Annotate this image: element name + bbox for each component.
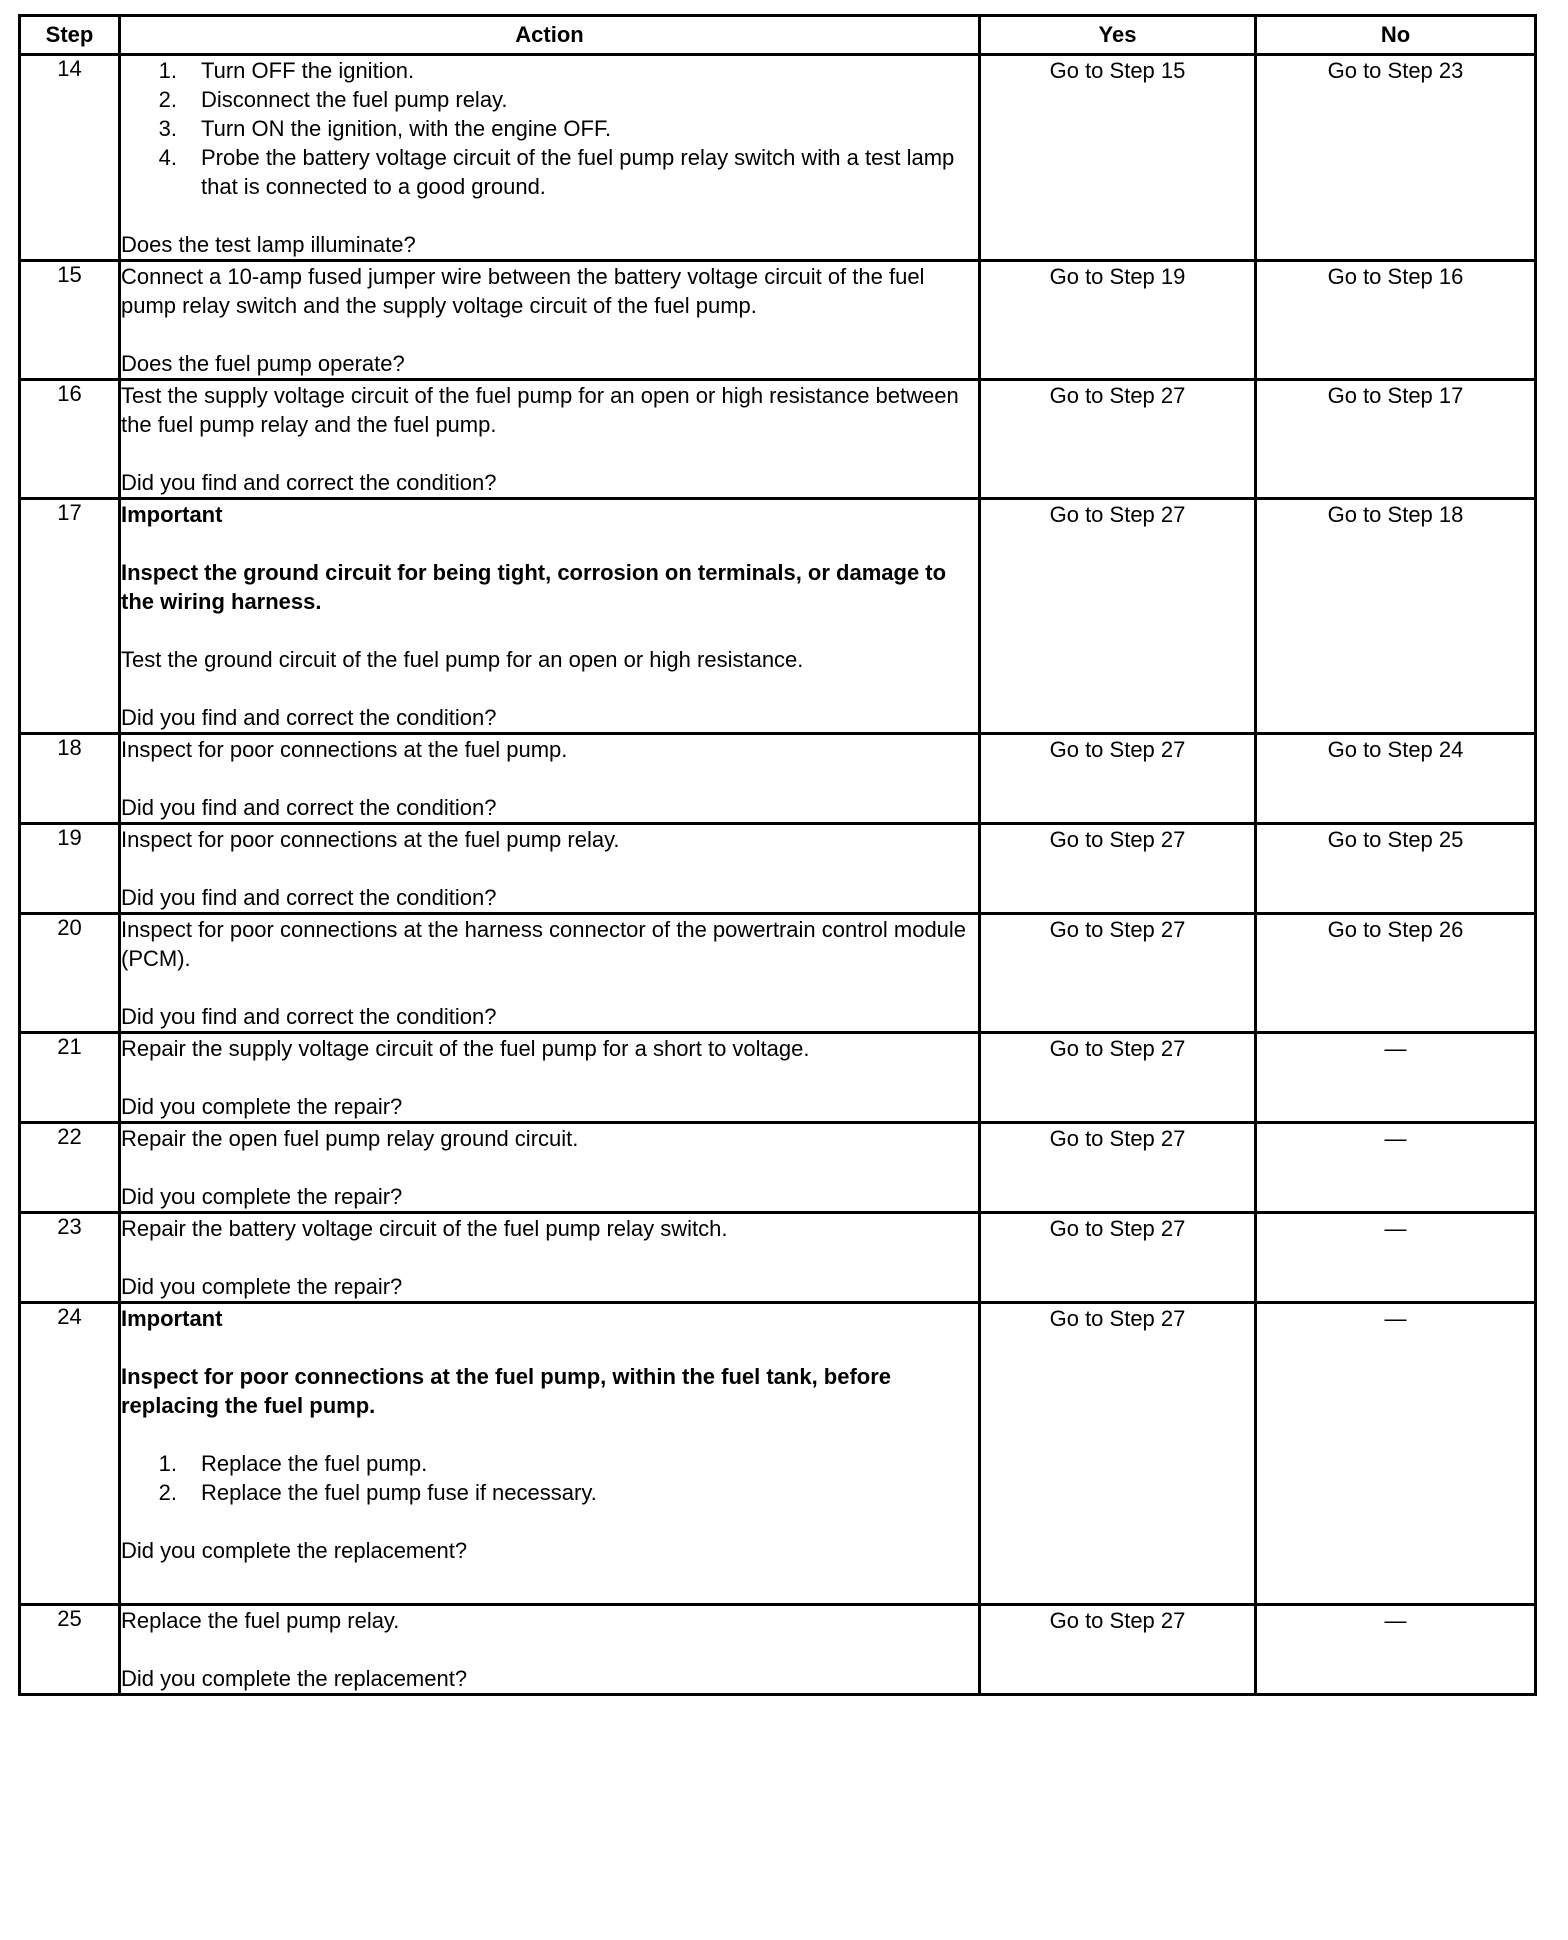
table-row	[20, 1213, 1536, 1303]
list-text: Turn ON the ignition, with the engine OFF.	[201, 116, 612, 141]
action-cell	[120, 1303, 980, 1605]
action-question: Did you complete the replacement?	[121, 1666, 468, 1691]
header-row	[20, 16, 1536, 55]
step-number: 25	[20, 1605, 120, 1695]
no-result: Go to Step 26	[1256, 914, 1536, 1033]
header-step: Step	[20, 16, 120, 55]
action-question: Did you find and correct the condition?	[121, 705, 497, 730]
no-result: —	[1256, 1213, 1536, 1303]
action-cell	[120, 734, 980, 824]
important-label: Important	[121, 1306, 223, 1331]
step-number: 16	[20, 380, 120, 499]
action-question: Did you find and correct the condition?	[121, 885, 497, 910]
action-cell	[120, 499, 980, 734]
action-question: Did you find and correct the condition?	[121, 1004, 497, 1029]
list-number: 2.	[158, 87, 177, 112]
action-text: Inspect for poor connections at the fuel pump relay.	[121, 827, 620, 852]
action-question: Did you complete the replacement?	[121, 1538, 468, 1563]
no-result: Go to Step 17	[1256, 380, 1536, 499]
table-row	[20, 734, 1536, 824]
yes-result: Go to Step 27	[980, 734, 1256, 824]
yes-result: Go to Step 27	[980, 1605, 1256, 1695]
no-result: Go to Step 18	[1256, 499, 1536, 734]
action-cell	[120, 824, 980, 914]
step-number: 14	[20, 55, 120, 261]
no-result: Go to Step 25	[1256, 824, 1536, 914]
action-text: Test the ground circuit of the fuel pump for an open or high resistance.	[121, 647, 804, 672]
list-number: 4.	[158, 145, 177, 170]
action-cell	[120, 1605, 980, 1695]
action-cell	[120, 55, 980, 261]
header-no: No	[1256, 16, 1536, 55]
action-question: Did you complete the repair?	[121, 1184, 403, 1209]
list-text: Replace the fuel pump fuse if necessary.	[201, 1480, 597, 1505]
action-question: Does the test lamp illuminate?	[121, 232, 416, 257]
list-number: 3.	[158, 116, 177, 141]
table-row	[20, 499, 1536, 734]
action-text: Inspect for poor connections at the fuel pump.	[121, 737, 568, 762]
list-number: 1.	[158, 1451, 177, 1476]
list-text: Probe the battery voltage circuit of the fuel pump relay switch with a test lamp that is connected to a good ground.	[201, 145, 955, 199]
action-cell	[120, 1033, 980, 1123]
list-item	[121, 56, 978, 85]
step-number: 23	[20, 1213, 120, 1303]
action-text: Replace the fuel pump relay.	[121, 1608, 400, 1633]
step-number: 15	[20, 261, 120, 380]
yes-result: Go to Step 27	[980, 1123, 1256, 1213]
action-cell	[120, 380, 980, 499]
table-row	[20, 55, 1536, 261]
list-item	[121, 85, 978, 114]
step-number: 24	[20, 1303, 120, 1605]
no-result: Go to Step 23	[1256, 55, 1536, 261]
numbered-list	[121, 1449, 978, 1507]
list-item	[121, 114, 978, 143]
no-result: —	[1256, 1123, 1536, 1213]
yes-result: Go to Step 27	[980, 499, 1256, 734]
list-number: 2.	[158, 1480, 177, 1505]
step-number: 17	[20, 499, 120, 734]
action-question: Did you complete the repair?	[121, 1274, 403, 1299]
table-row	[20, 1123, 1536, 1213]
yes-result: Go to Step 27	[980, 380, 1256, 499]
step-number: 21	[20, 1033, 120, 1123]
table-row	[20, 261, 1536, 380]
action-question: Did you find and correct the condition?	[121, 795, 497, 820]
table-row	[20, 1605, 1536, 1695]
important-label: Important	[121, 502, 223, 527]
yes-result: Go to Step 27	[980, 914, 1256, 1033]
action-cell	[120, 1213, 980, 1303]
list-text: Disconnect the fuel pump relay.	[201, 87, 508, 112]
step-number: 20	[20, 914, 120, 1033]
yes-result: Go to Step 27	[980, 1033, 1256, 1123]
action-text: Inspect for poor connections at the harness connector of the powertrain control module (PCM).	[121, 917, 967, 971]
action-text: Repair the supply voltage circuit of the fuel pump for a short to voltage.	[121, 1036, 810, 1061]
table-row	[20, 1303, 1536, 1605]
action-text: Connect a 10-amp fused jumper wire between the battery voltage circuit of the fuel pump relay switch and the supply voltage circuit of the fuel pump.	[121, 264, 925, 318]
yes-result: Go to Step 27	[980, 1303, 1256, 1605]
list-text: Replace the fuel pump.	[201, 1451, 428, 1476]
yes-result: Go to Step 27	[980, 1213, 1256, 1303]
action-text: Repair the open fuel pump relay ground circuit.	[121, 1126, 579, 1151]
action-question: Did you find and correct the condition?	[121, 470, 497, 495]
list-item	[121, 143, 978, 201]
list-text: Turn OFF the ignition.	[201, 58, 415, 83]
yes-result: Go to Step 27	[980, 824, 1256, 914]
table-row	[20, 914, 1536, 1033]
yes-result: Go to Step 19	[980, 261, 1256, 380]
yes-result: Go to Step 15	[980, 55, 1256, 261]
header-yes: Yes	[980, 16, 1256, 55]
no-result: —	[1256, 1303, 1536, 1605]
step-number: 19	[20, 824, 120, 914]
numbered-list	[121, 56, 978, 201]
header-action: Action	[120, 16, 980, 55]
list-number: 1.	[158, 58, 177, 83]
no-result: Go to Step 24	[1256, 734, 1536, 824]
action-text: Test the supply voltage circuit of the fuel pump for an open or high resistance between the fuel pump relay and the fuel pump.	[121, 383, 959, 437]
table-row	[20, 1033, 1536, 1123]
action-cell	[120, 1123, 980, 1213]
action-text: Repair the battery voltage circuit of the fuel pump relay switch.	[121, 1216, 728, 1241]
action-question: Did you complete the repair?	[121, 1094, 403, 1119]
list-item	[121, 1478, 978, 1507]
table-row	[20, 380, 1536, 499]
action-cell	[120, 261, 980, 380]
no-result: —	[1256, 1033, 1536, 1123]
diagnostic-table	[18, 14, 1537, 1696]
step-number: 18	[20, 734, 120, 824]
step-number: 22	[20, 1123, 120, 1213]
no-result: Go to Step 16	[1256, 261, 1536, 380]
action-question: Does the fuel pump operate?	[121, 351, 405, 376]
no-result: —	[1256, 1605, 1536, 1695]
important-text: Inspect the ground circuit for being tight, corrosion on terminals, or damage to the wiring harness.	[121, 560, 947, 614]
list-item	[121, 1449, 978, 1478]
important-text: Inspect for poor connections at the fuel pump, within the fuel tank, before replacing the fuel pump.	[121, 1364, 892, 1418]
action-cell	[120, 914, 980, 1033]
table-row	[20, 824, 1536, 914]
